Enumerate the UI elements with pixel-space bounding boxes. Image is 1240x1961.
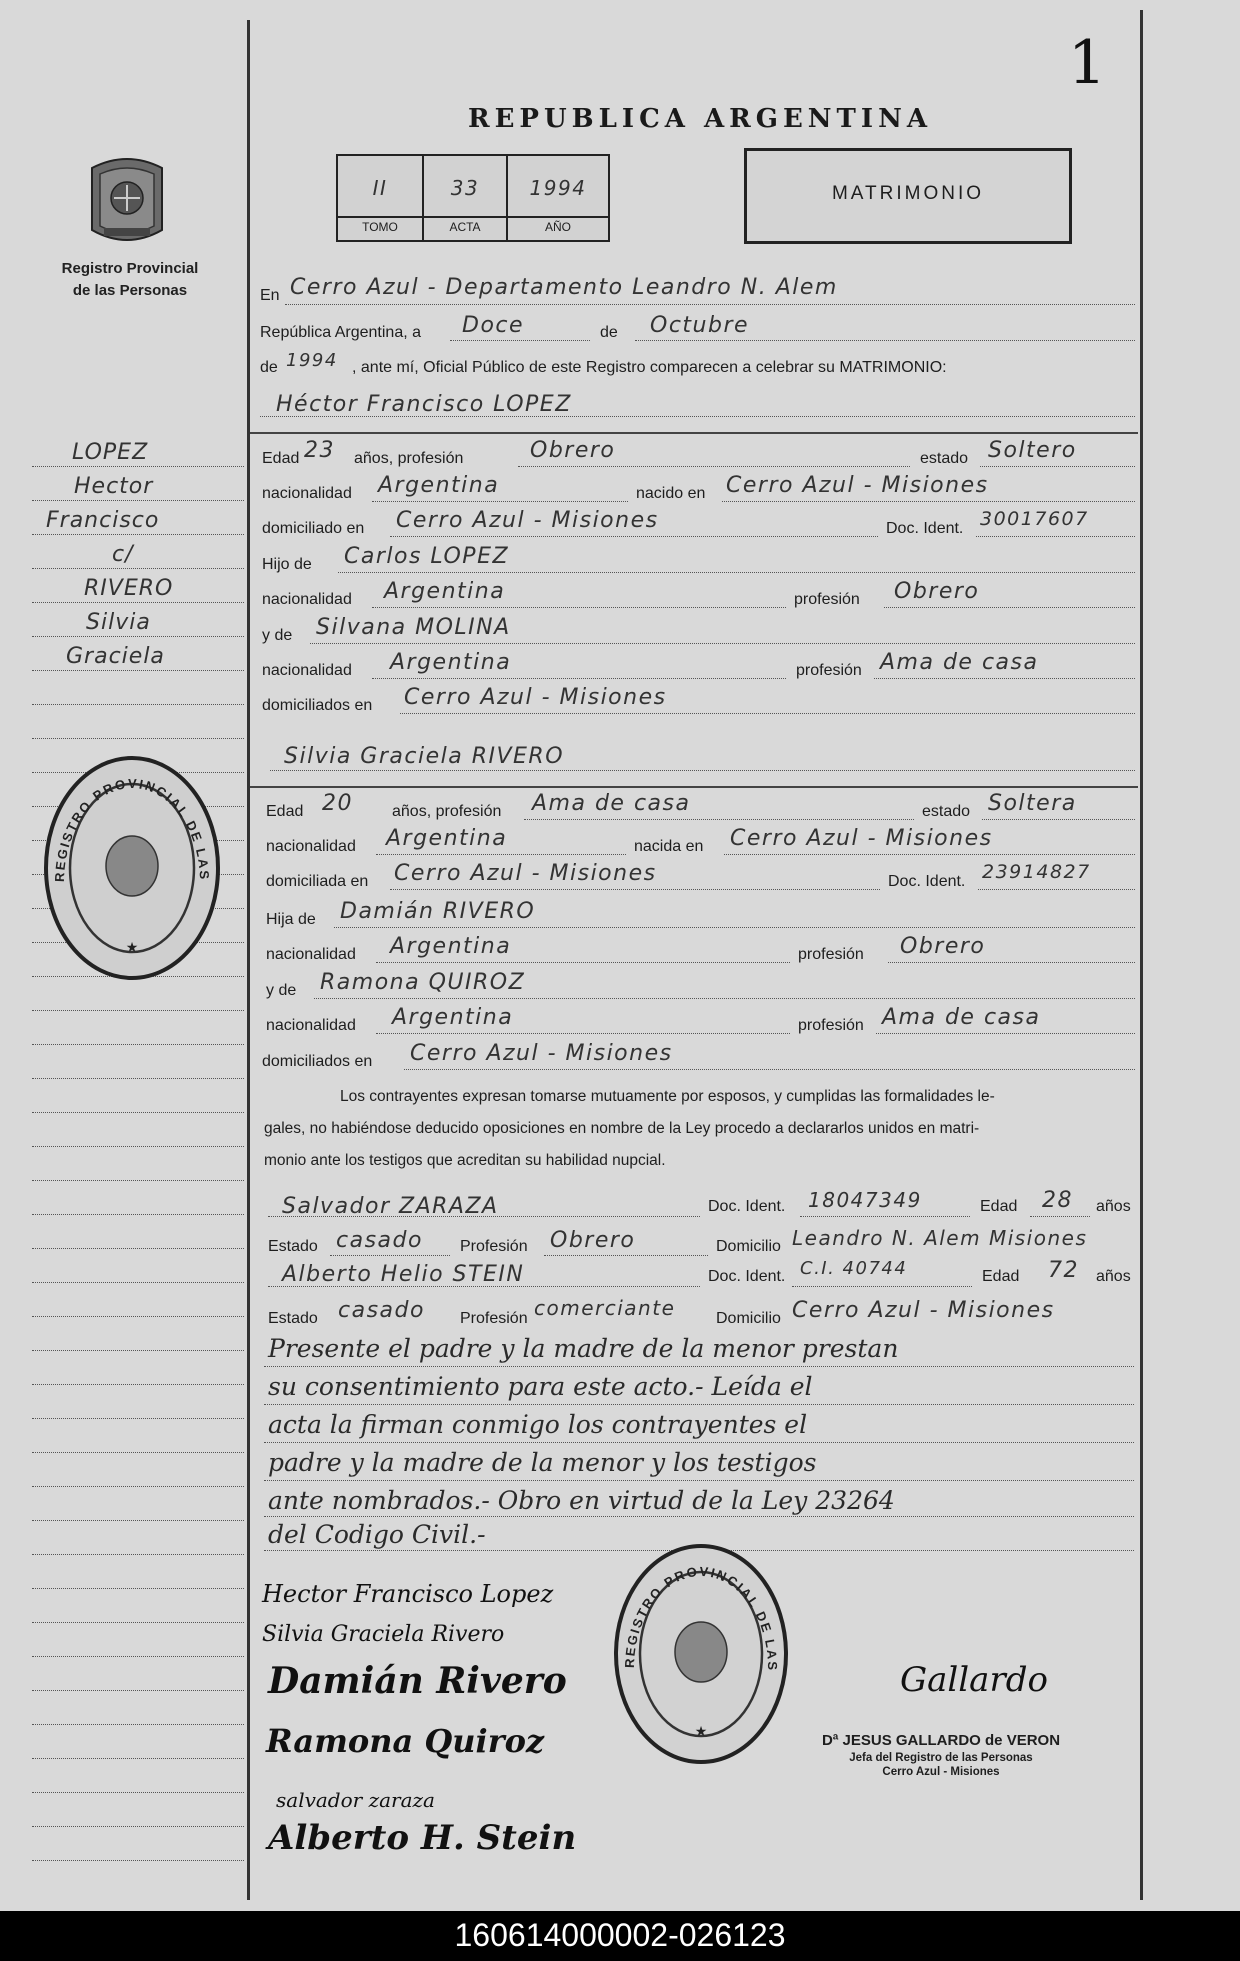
officer-title-1: Jefa del Registro de las Personas [849,1752,1033,1764]
sidebar-ruled-line [32,1282,244,1283]
groom-domicile: Cerro Azul - Misiones [396,508,659,533]
acta-value: 33 [450,176,480,200]
officer-title-2: Cerro Azul - Misiones [882,1766,1000,1778]
witness2-doc: C.I. 40744 [800,1258,908,1279]
groom-born: Cerro Azul - Misiones [726,473,989,498]
registry-emblem [84,150,170,250]
sidebar-ruled-line [32,1078,244,1079]
act-number-box [336,154,610,242]
sidebar-ruled-line [32,1214,244,1215]
note-line-5: ante nombrados.- Obro en virtud de la Ley 23264 [268,1486,895,1515]
groom-anios-label: años, profesión [354,450,464,467]
groom-father: Carlos LOPEZ [344,544,510,569]
bride-yde-label: y de [266,982,297,999]
bride-parents-dom-label: domiciliados en [262,1053,373,1070]
registry-name-line2: de las Personas [72,282,188,299]
registry-name-line1: Registro Provincial [61,260,199,277]
bride-born: Cerro Azul - Misiones [730,826,993,851]
sidebar-ruled-line [32,1486,244,1487]
ano-label: AÑO [544,220,571,234]
sidebar-ruled-line [32,738,244,739]
tomo-value: II [372,176,388,200]
bride-mother: Ramona QUIROZ [320,970,526,995]
groom-nac-label: nacionalidad [262,485,352,502]
groom-parents-domicile: Cerro Azul - Misiones [404,685,667,710]
sidebar-name-line: c/ [112,542,134,567]
sidebar-name-line: RIVERO [84,576,174,601]
document-title: REPUBLICA ARGENTINA [468,104,933,134]
bride-doc-label: Doc. Ident. [888,873,966,890]
bride-domicile: Cerro Azul - Misiones [394,861,657,886]
groom-age: 23 [304,438,335,463]
act-type: MATRIMONIO [831,183,985,204]
note-line-6: del Codigo Civil.- [268,1520,486,1549]
seal-icon [610,1540,792,1768]
note-line-2: su consentimiento para este acto.- Leída el [268,1372,813,1401]
bride-dom-label: domiciliada en [266,873,369,890]
bride-anios-label: años, profesión [392,803,502,820]
witness2-prof-label: Profesión [460,1310,528,1327]
intro-place: Cerro Azul - Departamento Leandro N. Alem [290,275,838,300]
groom-name: Héctor Francisco LOPEZ [276,392,572,417]
margin-rule-right [1140,10,1143,1900]
sidebar-ruled-line [32,534,244,535]
sidebar-ruled-line [32,1384,244,1385]
sidebar-ruled-line [32,1724,244,1725]
margin-rule-left [247,20,250,1900]
sidebar-ruled-line [32,1010,244,1011]
bride-age: 20 [322,791,353,816]
bride-nationality: Argentina [386,826,508,851]
witness1-profession: Obrero [550,1228,636,1253]
seal-text-left: REGISTRO PROVINCIAL DE LAS [51,775,213,883]
bride-nac-label: nacionalidad [266,838,356,855]
statement-line-2: gales, no habiéndose deducido oposiciones en nombre de la Ley procedo a declararlos unidos en matri- [264,1120,980,1137]
witness2-dom-label: Domicilio [716,1310,781,1327]
groom-mother-profession: Ama de casa [880,650,1039,675]
witness2-doc-label: Doc. Ident. [708,1268,786,1285]
seal-icon [40,752,224,984]
witness1-estado-label: Estado [268,1238,318,1255]
statement-line-3: monio ante los testigos que acreditan su habilidad nupcial. [264,1152,666,1169]
groom-parents-dom-label: domiciliados en [262,697,373,714]
groom-doc: 30017607 [980,508,1089,530]
sidebar-ruled-line [32,1690,244,1691]
bride-parents-domicile: Cerro Azul - Misiones [410,1041,673,1066]
sidebar-ruled-line [32,602,244,603]
witness2-age: 72 [1048,1258,1079,1283]
sidebar-ruled-line [32,500,244,501]
witness2-domicile: Cerro Azul - Misiones [792,1298,1055,1323]
sidebar-ruled-line [32,1792,244,1793]
groom-edad-label: Edad [262,450,300,467]
note-line-1: Presente el padre y la madre de la menor prestan [268,1334,899,1363]
sidebar-ruled-line [32,1860,244,1861]
groom-dom-label: domiciliado en [262,520,365,537]
bride-hija-label: Hija de [266,911,316,928]
groom-nationality: Argentina [378,473,500,498]
seal-text-center: REGISTRO PROVINCIAL DE LAS [621,1563,781,1673]
label-de-year: de [260,359,278,376]
sidebar-name-line: Francisco [46,508,160,533]
footer-id: 160614000002-026123 [454,1917,786,1953]
signature-witness2: Alberto H. Stein [268,1818,577,1858]
witness2-edad-label: Edad [982,1268,1020,1285]
bride-father-nac-label: nacionalidad [266,946,356,963]
signature-bride-mother: Ramona Quiroz [266,1722,545,1760]
bride-nacida-label: nacida en [634,838,704,855]
bride-father: Damián RIVERO [340,899,536,924]
sidebar-name-line: Hector [74,474,154,499]
sidebar-ruled-line [32,1180,244,1181]
sidebar-ruled-line [32,1044,244,1045]
bride-name: Silvia Graciela RIVERO [284,744,565,769]
bride-father-profession: Obrero [900,934,986,959]
signature-witness1: salvador zaraza [276,1788,435,1812]
coat-of-arms-icon [84,150,170,250]
sidebar-name-line: Graciela [66,644,165,669]
officer-name: Dª JESUS GALLARDO de VERON [821,1732,1061,1749]
registry-seal-left [40,752,224,984]
note-line-4: padre y la madre de la menor y los testigos [268,1448,817,1477]
sidebar-ruled-line [32,1554,244,1555]
groom-yde-label: y de [262,627,293,644]
label-republica: República Argentina, a [260,324,421,341]
witness2-estado-label: Estado [268,1310,318,1327]
registry-seal-center [610,1540,792,1768]
groom-mother-nac-label: nacionalidad [262,662,352,679]
groom-mother-nationality: Argentina [390,650,512,675]
sidebar-ruled-line [32,670,244,671]
signature-bride: Silvia Graciela Rivero [262,1622,505,1647]
groom-father-prof-label: profesión [794,591,860,608]
witness1-doc: 18047349 [808,1188,922,1212]
signature-groom: Hector Francisco Lopez [262,1580,554,1608]
bride-mother-nac-label: nacionalidad [266,1017,356,1034]
groom-mother: Silvana MOLINA [316,615,511,640]
groom-father-profession: Obrero [894,579,980,604]
groom-estado-label: estado [920,450,969,467]
witness1-domicile: Leandro N. Alem Misiones [792,1226,1088,1250]
sidebar-ruled-line [32,1316,244,1317]
groom-status: Soltero [988,438,1077,463]
signature-bride-father: Damián Rivero [268,1660,567,1702]
witness1-anios-label: años [1096,1198,1131,1215]
sidebar-ruled-line [32,1146,244,1147]
ano-value: 1994 [529,176,587,200]
svg-text:★: ★ [694,1723,708,1739]
intro-day: Doce [462,313,525,338]
groom-father-nac-label: nacionalidad [262,591,352,608]
sidebar-ruled-line [32,568,244,569]
sidebar-ruled-line [32,636,244,637]
bride-status: Soltera [988,791,1077,816]
groom-hijo-label: Hijo de [262,556,312,573]
bride-estado-label: estado [922,803,971,820]
acta-label: ACTA [449,220,481,234]
sidebar-ruled-line [32,466,244,467]
sidebar-ruled-line [32,1350,244,1351]
sidebar-name-line: LOPEZ [72,440,149,465]
bride-mother-profession: Ama de casa [882,1005,1041,1030]
intro-statement: , ante mí, Oficial Público de este Registro comparecen a celebrar su MATRIMONIO: [352,359,947,376]
witness1-dom-label: Domicilio [716,1238,781,1255]
bride-mother-nationality: Argentina [392,1005,514,1030]
sidebar-ruled-line [32,1826,244,1827]
sidebar-ruled-line [32,1622,244,1623]
bride-profession: Ama de casa [532,791,691,816]
witness2-name: Alberto Helio STEIN [282,1262,525,1287]
sidebar-ruled-line [32,1452,244,1453]
witness2-anios-label: años [1096,1268,1131,1285]
svg-text:★: ★ [125,939,139,955]
footer-bar [0,1911,1240,1961]
sidebar-ruled-line [32,1758,244,1759]
bride-father-nationality: Argentina [390,934,512,959]
witness1-age: 28 [1042,1188,1073,1213]
groom-profession: Obrero [530,438,616,463]
groom-father-nationality: Argentina [384,579,506,604]
note-line-3: acta la firman conmigo los contrayentes el [268,1410,808,1439]
intro-month: Octubre [650,313,750,338]
bride-mother-prof-label: profesión [798,1017,864,1034]
tomo-label: TOMO [362,220,398,234]
bride-father-prof-label: profesión [798,946,864,963]
witness1-doc-label: Doc. Ident. [708,1198,786,1215]
groom-mother-prof-label: profesión [796,662,862,679]
witness2-profession: comerciante [534,1296,676,1320]
sidebar-name-line: Silvia [86,610,151,635]
sidebar-ruled-line [32,1248,244,1249]
act-type-box [744,148,1072,244]
witness2-status: casado [338,1298,425,1323]
bride-doc: 23914827 [982,861,1091,883]
sidebar-ruled-line [32,1418,244,1419]
sidebar-ruled-line [32,1656,244,1657]
sidebar-ruled-line [32,704,244,705]
groom-nacido-label: nacido en [636,485,706,502]
statement-line-1: Los contrayentes expresan tomarse mutuamente por esposos, y cumplidas las formalidades le- [340,1088,995,1105]
witness1-edad-label: Edad [980,1198,1018,1215]
bride-edad-label: Edad [266,803,304,820]
officer-stamp [796,1732,1086,1778]
witness1-status: casado [336,1228,423,1253]
intro-year: 1994 [286,350,338,371]
witness1-name: Salvador ZARAZA [282,1194,499,1219]
label-de: de [600,324,618,341]
witness1-prof-label: Profesión [460,1238,528,1255]
page-number: 1 [1068,28,1107,98]
sidebar-ruled-line [32,1520,244,1521]
label-en: En [260,287,280,304]
groom-doc-label: Doc. Ident. [886,520,964,537]
sidebar-ruled-line [32,1588,244,1589]
sidebar-ruled-line [32,1112,244,1113]
signature-officer: Gallardo [900,1660,1048,1700]
